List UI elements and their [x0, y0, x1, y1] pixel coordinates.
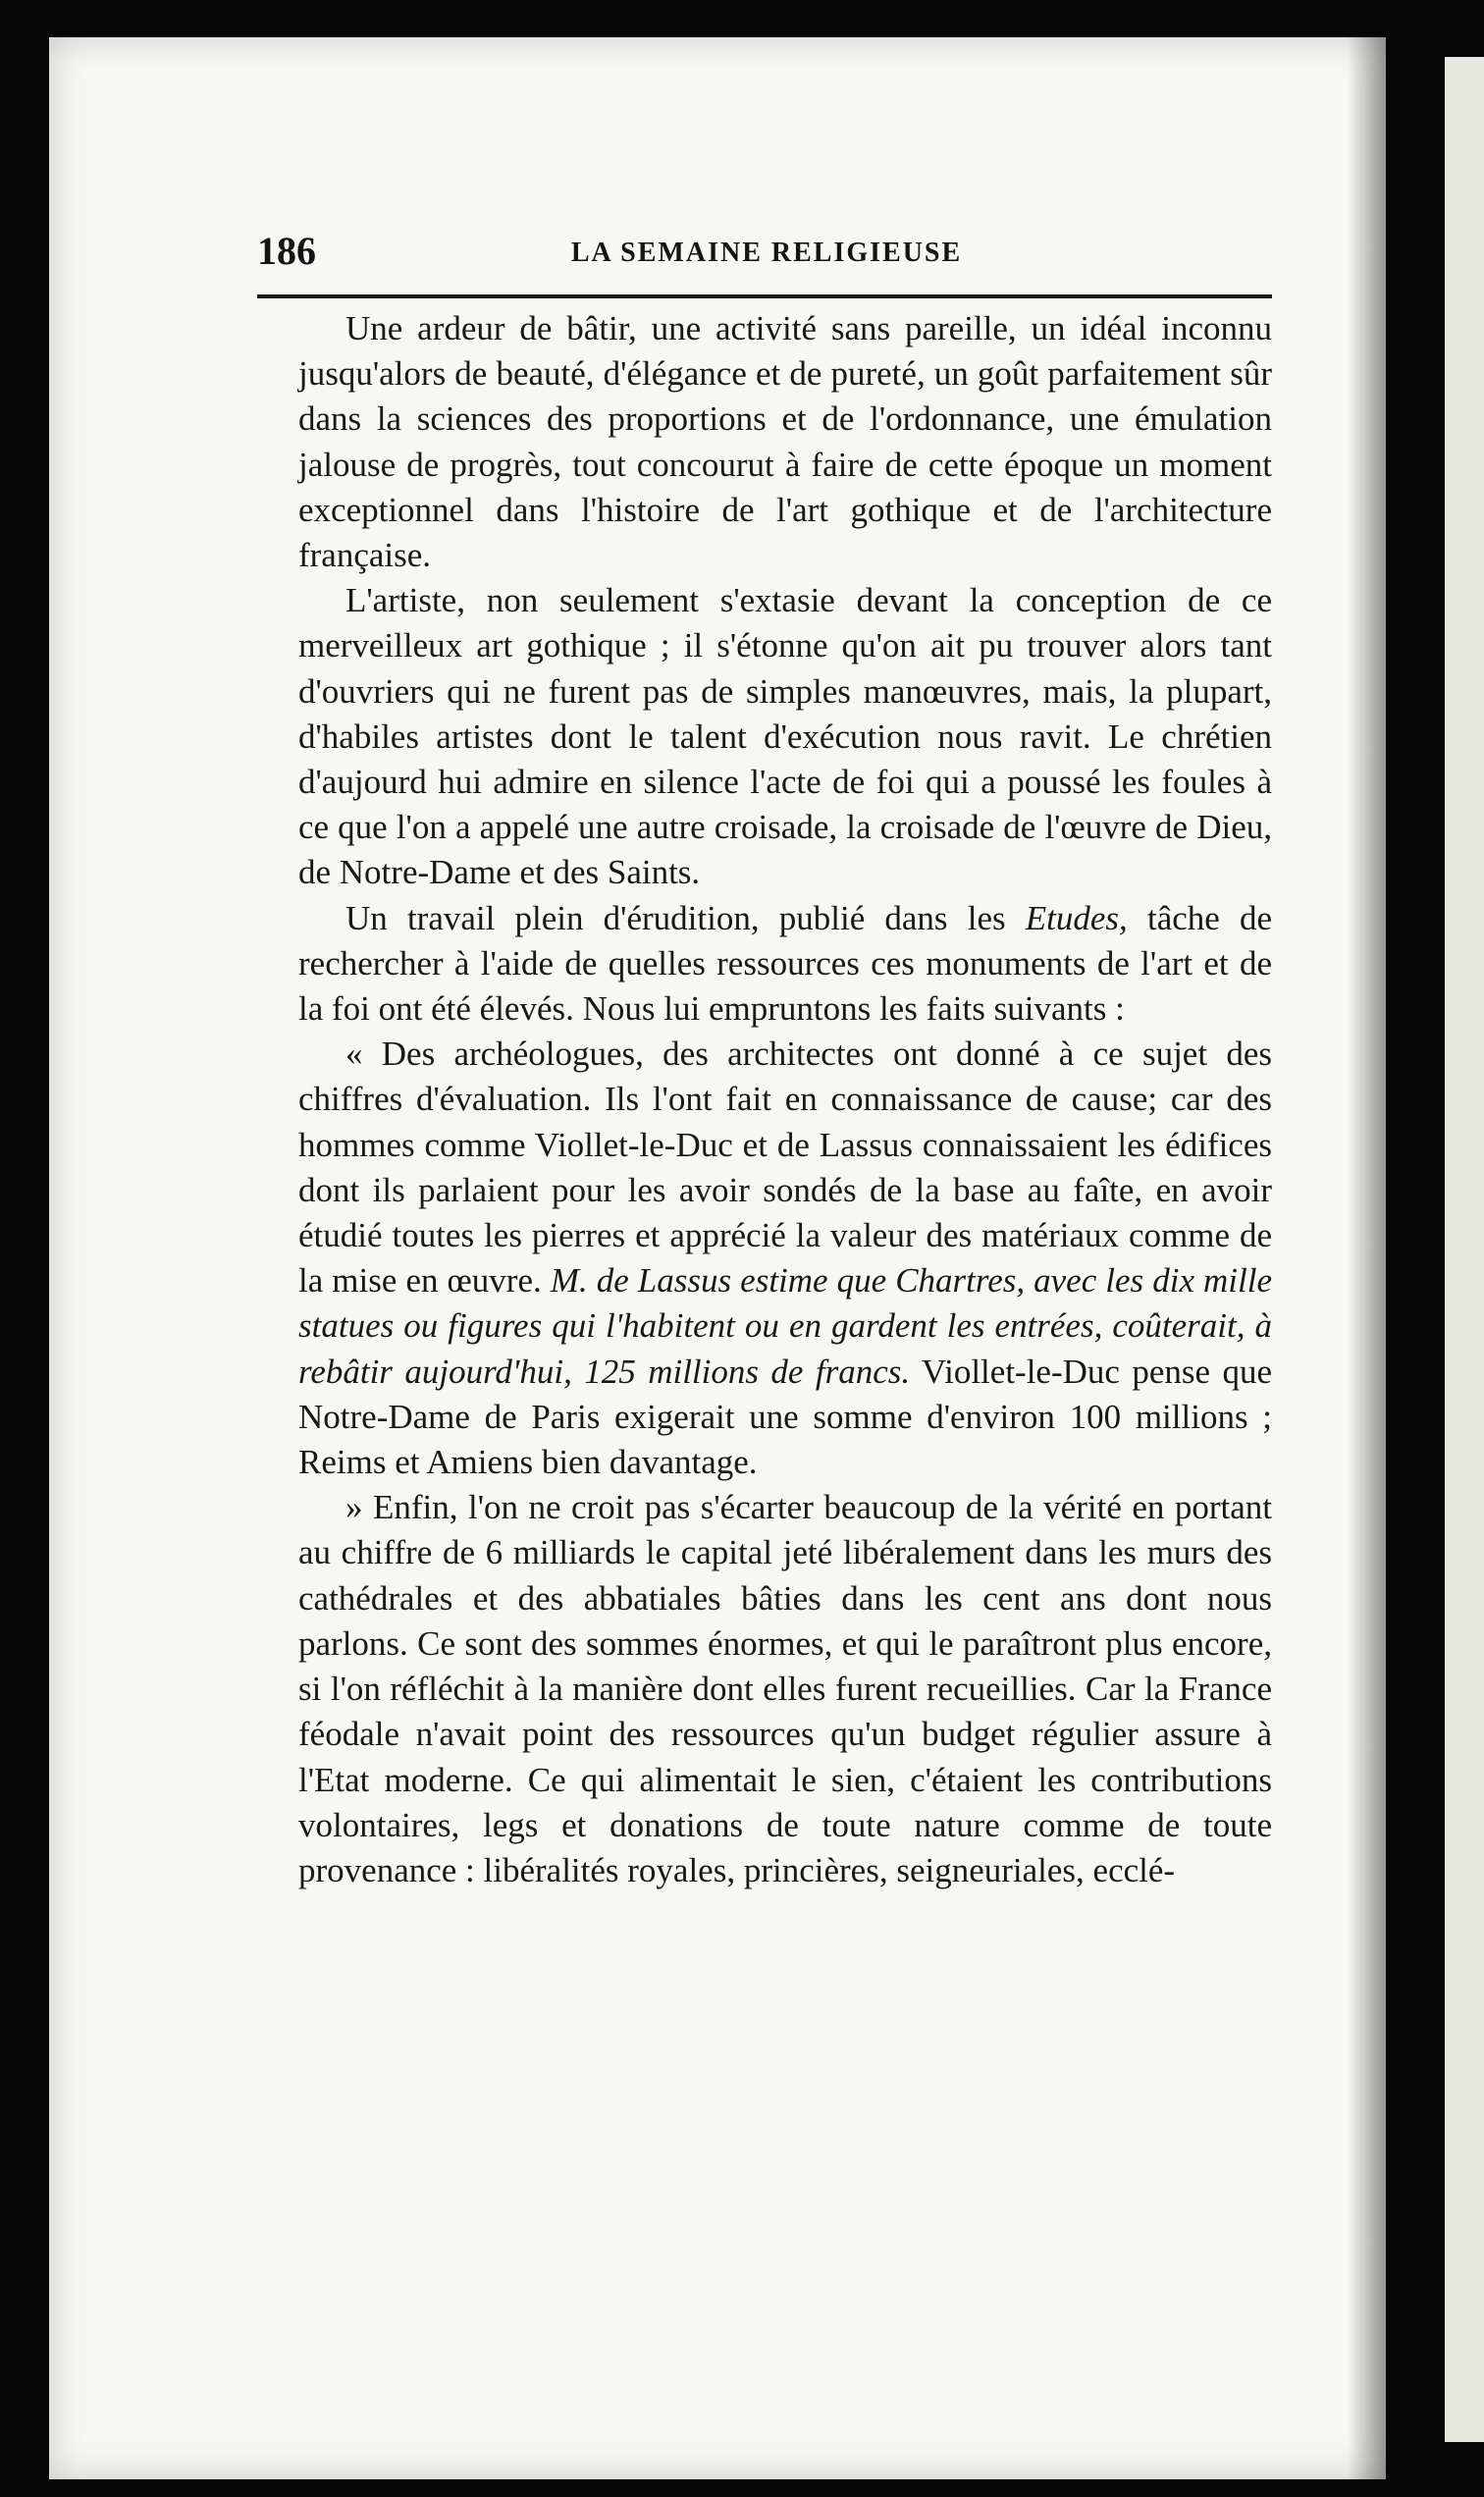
paragraph-4-text-a: « Des archéologues, des architectes ont donné à ce sujet des chiffres d'évaluation. Ils l'ont fait en connaissance de cause; car des hommes comme Viollet-le-Duc et de Lassus connaissaient les édifices dont ils parlaient pour les avoir sondés de la base au faîte, en avoir étudié toutes les pierres et apprécié la valeur des matériaux comme de la mise en œuvre.	[298, 1035, 1272, 1301]
page-number: 186	[257, 229, 316, 273]
page-gutter-shadow	[1347, 37, 1386, 2479]
paragraph-3-text-a: Un travail plein d'érudition, publié dans les	[345, 898, 1026, 937]
paragraph-3-text-b: tâche de rechercher à l'aide de quelles ressources ces monuments de l'art et de la foi ont été élevés. Nous lui empruntons les faits suivants :	[298, 898, 1272, 1029]
body-text	[298, 306, 1272, 1893]
lassus-estimate-quote: M. de Lassus estime que Chartres, avec les dix mille statues ou figures qui l'habitent ou en gardent les entrées, coûterait, à rebâtir aujourd'hui, 125 millions de francs.	[298, 1261, 1272, 1391]
paragraph-1: Une ardeur de bâtir, une activité sans pareille, un idéal inconnu jusqu'alors de beauté, d'élégance et de pureté, un goût parfaitement sûr dans la sciences des proportions et de l'ordonnance, une émulation jalouse de progrès, tout concourut à faire de cette époque un moment exceptionnel dans l'histoire de l'art gothique et de l'architecture française.	[298, 309, 1272, 575]
paragraph-4-text-b: Viollet-le-Duc pense que Notre-Dame de Paris exigerait une somme d'environ 100 millions ; Reims et Amiens bien davantage.	[298, 1352, 1272, 1482]
paragraph-2: L'artiste, non seulement s'extasie devant la conception de ce merveilleux art gothique ; il s'étonne qu'on ait pu trouver alors tant d'ouvriers qui ne furent pas de simples manœuvres, mais, la plupart, d'habiles artistes dont le talent d'exécution nous ravit. Le chrétien d'aujourd hui admire en silence l'acte de foi qui a poussé les foules à ce que l'on a appelé une autre croisade, la croisade de l'œuvre de Dieu, de Notre-Dame et des Saints.	[298, 581, 1272, 892]
journal-title-etudes: Etudes,	[1025, 898, 1128, 937]
paragraph-5: » Enfin, l'on ne croit pas s'écarter beaucoup de la vérité en portant au chiffre de 6 milliards le capital jeté libéralement dans les murs des cathédrales et des abbatiales bâties dans les cent ans dont nous parlons. Ce sont des sommes énormes, et qui le paraîtront plus encore, si l'on réfléchit à la manière dont elles furent recueillies. Car la France féodale n'avait point des ressources qu'un budget régulier assure à l'Etat moderne. Ce qui alimentait le sien, c'étaient les contributions volontaires, legs et donations de toute nature comme de toute provenance : libéralités royales, princières, seigneuriales, ecclé-	[298, 1488, 1272, 1889]
header-rule	[257, 294, 1272, 298]
page-header	[257, 228, 1276, 287]
paragraph-3	[298, 896, 1272, 1033]
adjacent-page-edge	[1445, 57, 1484, 2442]
running-title: LA SEMAINE RELIGIEUSE	[570, 238, 963, 268]
paragraph-4	[298, 1032, 1272, 1485]
